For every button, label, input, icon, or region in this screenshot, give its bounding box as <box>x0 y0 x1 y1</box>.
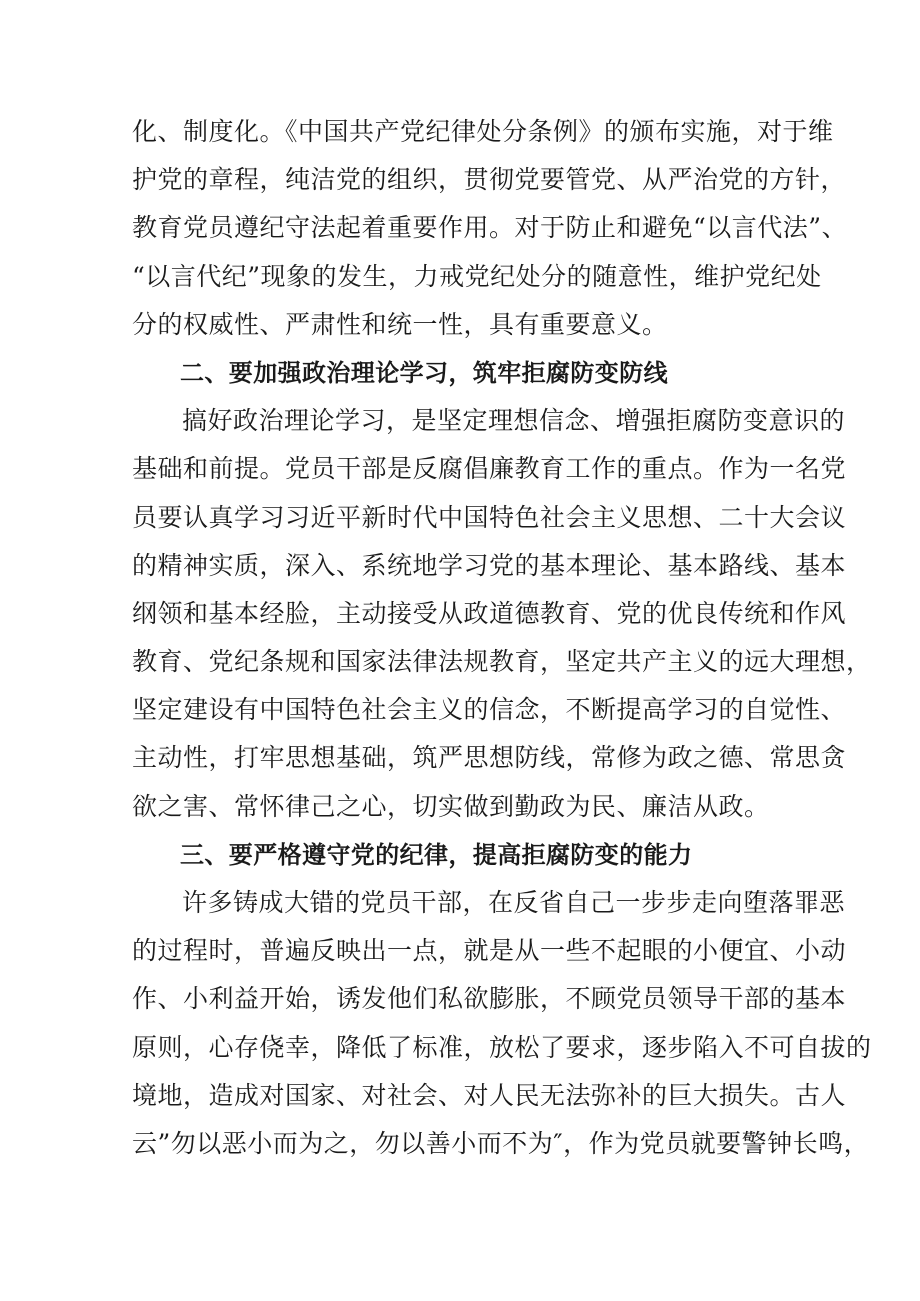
paragraph-line: 基础和前提。党员干部是反腐倡廉教育工作的重点。作为一名党 <box>132 454 847 484</box>
paragraph-line: 许多铸成大错的党员干部，在反省自己一步步走向堕落罪恶 <box>182 888 846 917</box>
section-heading-3: 三、要严格遵守党的纪律，提高拒腐防变的能力 <box>180 840 693 869</box>
paragraph-line: 纲领和基本经脸，主动接受从政道德教育、党的优良传统和作风 <box>132 598 847 628</box>
paragraph-line: 原则，心存侥幸，降低了标准，放松了要求，逐步陷入不可自拔的 <box>132 1032 872 1062</box>
document-body <box>132 108 872 1168</box>
paragraph-political-theory <box>132 397 872 831</box>
paragraph-discipline-regulations <box>132 108 848 349</box>
paragraph-line: 的过程时，普遍反映出一点，就是从一些不起眼的小便宜、小动 <box>132 936 847 966</box>
paragraph-line: 护党的章程，纯洁党的组织，贯彻党要管党、从严治党的方针， <box>132 165 847 195</box>
paragraph-line: “以言代纪”现象的发生，力戒党纪处分的随意性，维护党纪处 <box>132 261 822 291</box>
paragraph-line: 员要认真学习习近平新时代中国特色社会主义思想、二十大会议 <box>132 502 847 532</box>
paragraph-line: 教育、党纪条规和国家法律法规教育，坚定共产主义的远大理想， <box>132 647 872 677</box>
paragraph-line: 主动性，打牢思想基础，筑严思想防线，常修为政之德、常思贪 <box>132 743 847 773</box>
paragraph-line: 作、小利益开始，诱发他们私欲膨胀，不顾党员领导干部的基本 <box>132 984 847 1014</box>
paragraph-line: 教育党员遵纪守法起着重要作用。对于防止和避免“以言代法”、 <box>132 213 848 243</box>
section-heading-2: 二、要加强政治理论学习，筑牢拒腐防变防线 <box>180 358 668 387</box>
paragraph-line: 坚定建设有中国特色社会主义的信念，不断提高学习的自觉性、 <box>132 695 847 725</box>
paragraph-line: 境地，造成对国家、对社会、对人民无法弥补的巨大损失。古人 <box>132 1080 847 1110</box>
paragraph-line: 化、制度化。《中国共产党纪律处分条例》的颁布实施，对于维 <box>132 117 834 146</box>
paragraph-line: 搞好政治理论学习，是坚定理想信念、增强拒腐防变意识的 <box>182 406 846 436</box>
paragraph-line: 欲之害、常怀律己之心，切实做到勤政为民、廉洁从政。 <box>132 791 770 821</box>
paragraph-party-discipline <box>132 879 872 1168</box>
paragraph-line: 分的权威性、严肃性和统一性，具有重要意义。 <box>132 309 668 339</box>
paragraph-line: 的精神实质，深入、系统地学习党的基本理论、基本路线、基本 <box>132 550 847 580</box>
paragraph-line: 云”勿以恶小而为之，勿以善小而不为″，作为党员就要警钟长鸣， <box>132 1128 870 1158</box>
